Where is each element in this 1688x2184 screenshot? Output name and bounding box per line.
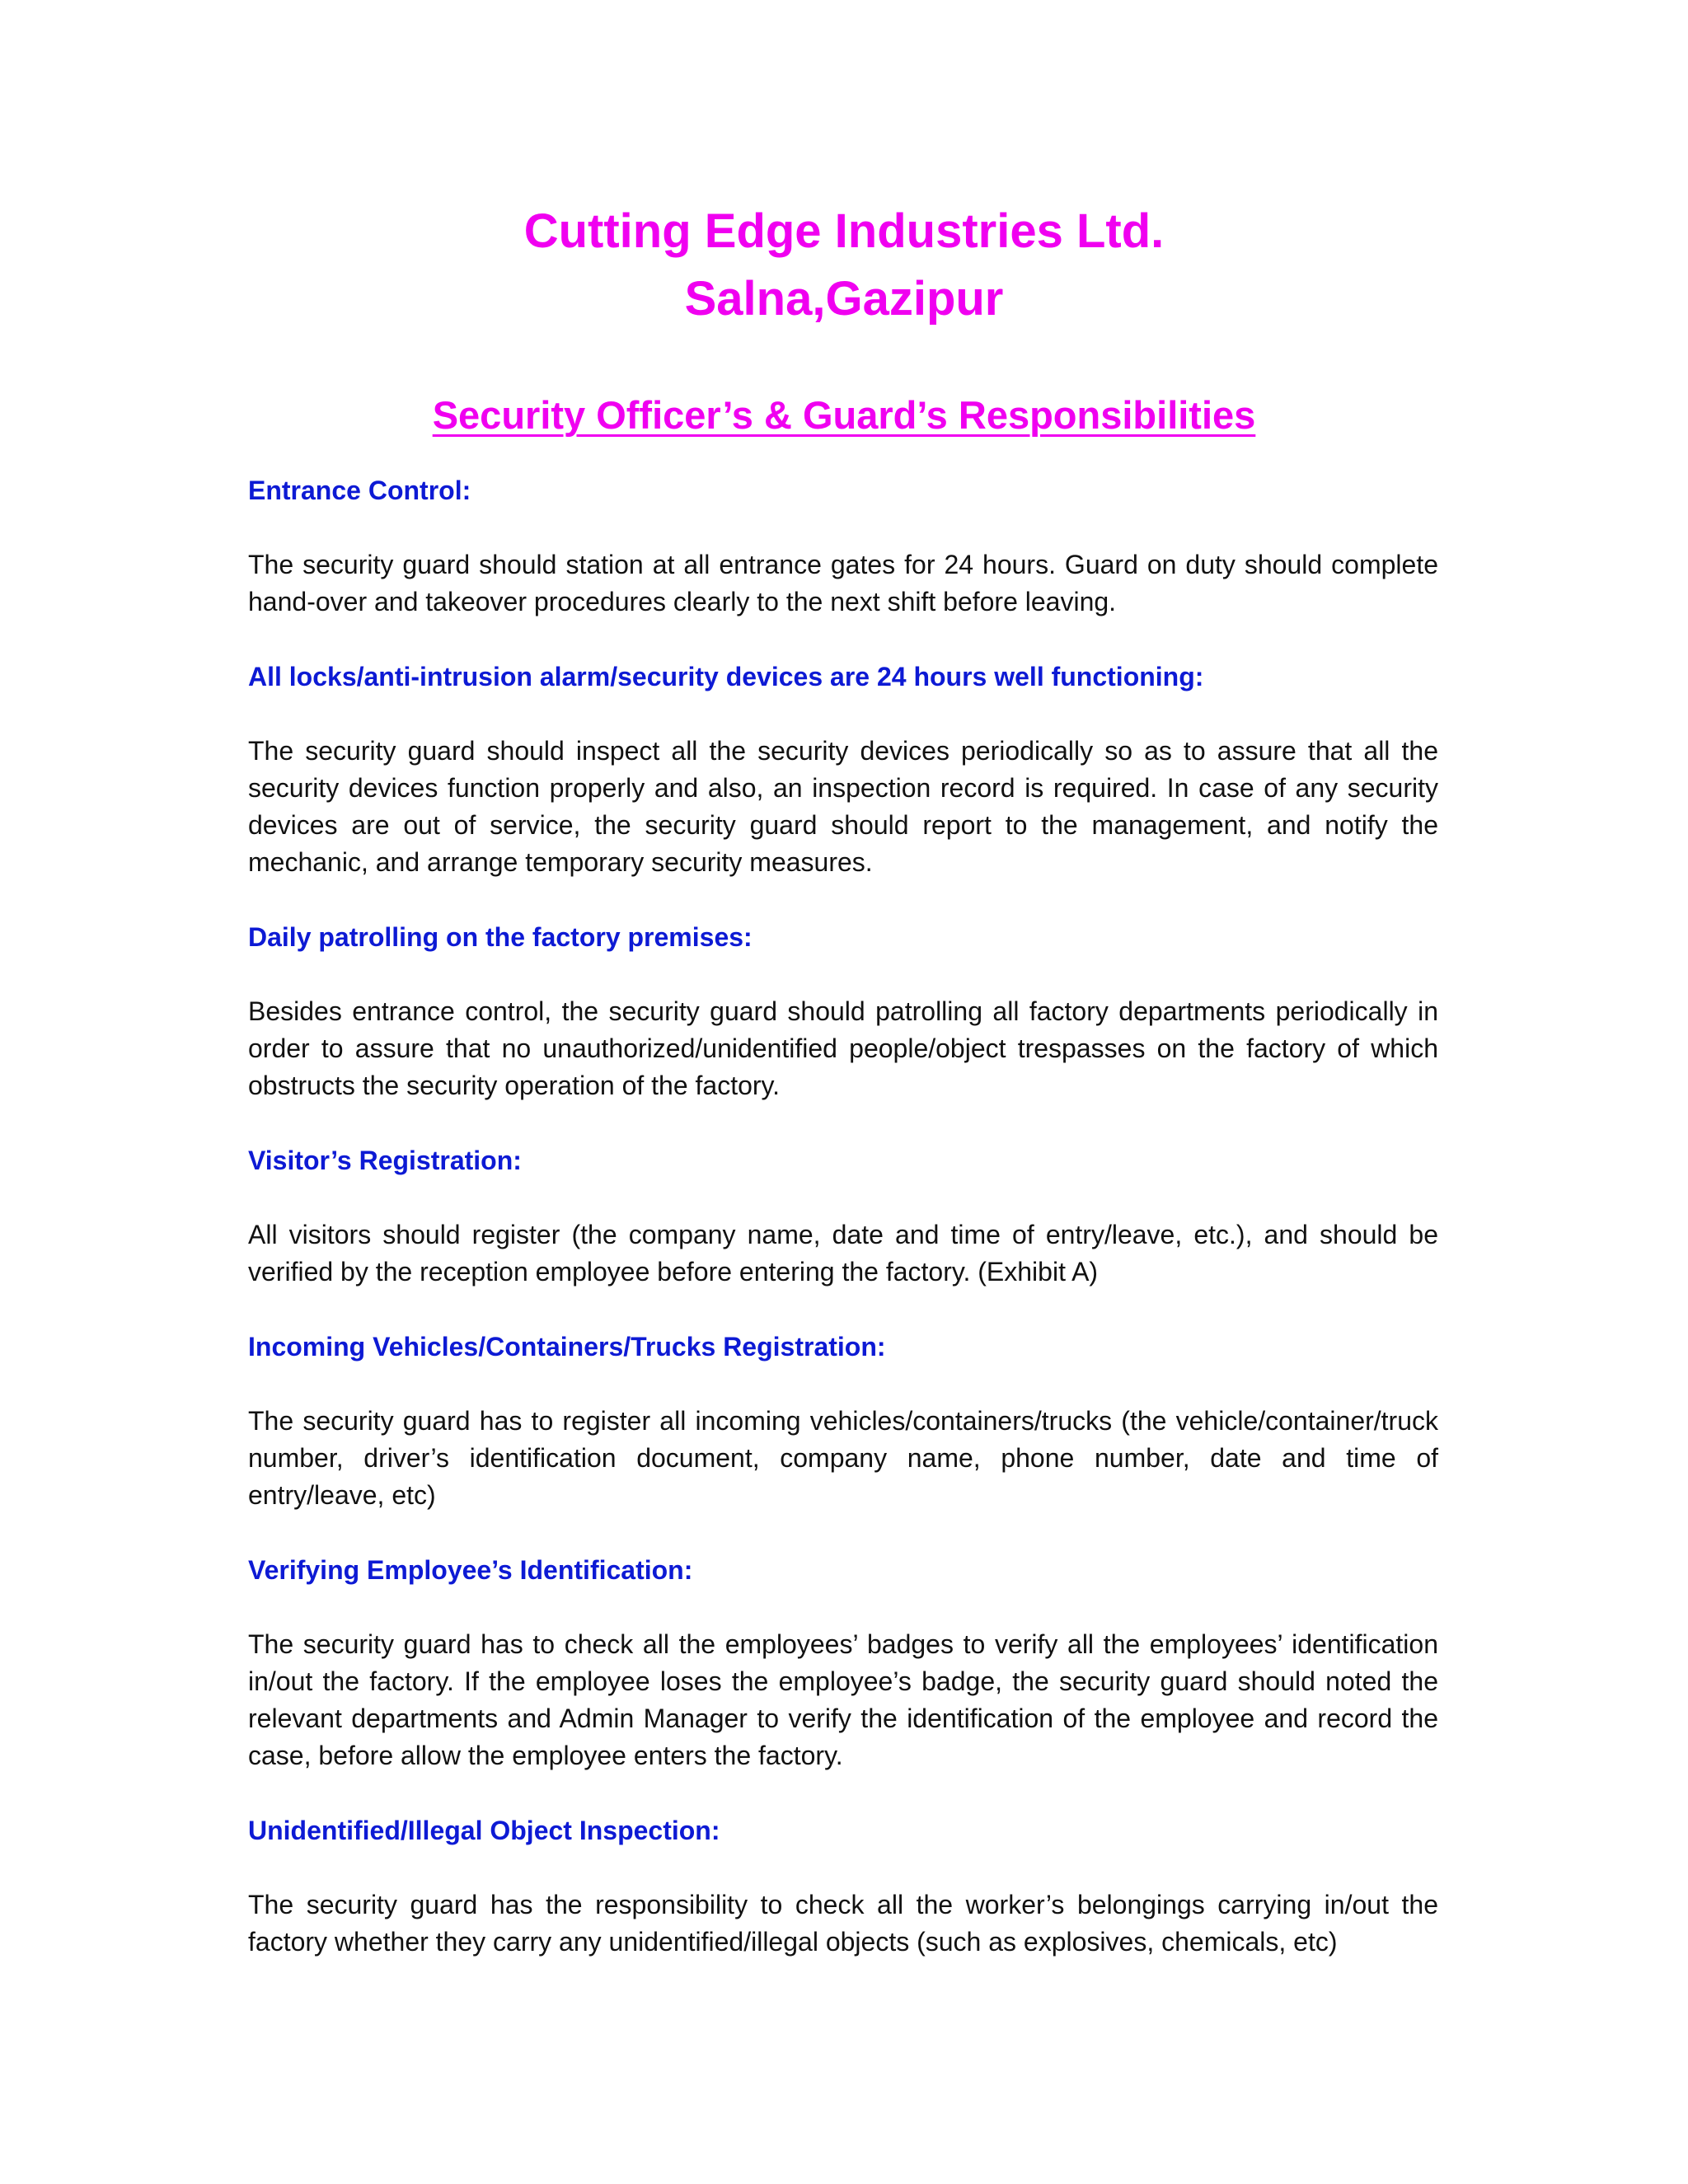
section-body: The security guard has to register all incoming vehicles/containers/trucks (the vehicle/container/truck number, driver’s identification document, company name, phone number, date and time of entry/leave, etc) — [248, 1406, 1438, 1510]
company-name: Cutting Edge Industries Ltd. — [523, 204, 1165, 258]
section-heading: Entrance Control: — [248, 476, 471, 505]
company-location: Salna,Gazipur — [684, 272, 1004, 326]
section-body: The security guard should inspect all the security devices periodically so as to assure that all the security devices function properly and also, an inspection record is required. In case of any security devices are out of service, the security guard should report to the management, and notify the mechanic, and arrange temporary security measures. — [248, 736, 1438, 877]
section-heading: Daily patrolling on the factory premises: — [248, 922, 753, 952]
document-title — [0, 387, 1688, 443]
section-heading: Visitor’s Registration: — [248, 1146, 522, 1175]
section-visitor-registration — [248, 1142, 1438, 1291]
section-object-inspection — [248, 1812, 1438, 1961]
letterhead — [0, 198, 1688, 333]
section-heading: Unidentified/Illegal Object Inspection: — [248, 1816, 720, 1845]
section-body: All visitors should register (the company name, date and time of entry/leave, etc.), and should be verified by the reception employee before entering the factory. (Exhibit A) — [248, 1220, 1438, 1286]
section-security-devices — [248, 658, 1438, 881]
section-body: The security guard should station at all entrance gates for 24 hours. Guard on duty should complete hand-over and takeover procedures clearly to the next shift before leaving. — [248, 550, 1438, 616]
section-heading: Verifying Employee’s Identification: — [248, 1555, 693, 1585]
section-entrance-control — [248, 472, 1438, 621]
section-heading: Incoming Vehicles/Containers/Trucks Registration: — [248, 1332, 886, 1361]
section-body: Besides entrance control, the security guard should patrolling all factory departments periodically in order to assure that no unauthorized/unidentified people/object trespasses on the factory of which obstructs the security operation of the factory. — [248, 996, 1438, 1100]
responsibilities-content — [248, 472, 1438, 1999]
section-vehicle-registration — [248, 1329, 1438, 1514]
section-daily-patrolling — [248, 919, 1438, 1104]
document-title-text: Security Officer’s & Guard’s Responsibilities — [432, 393, 1256, 437]
section-employee-identification — [248, 1552, 1438, 1774]
section-body: The security guard has the responsibility to check all the worker’s belongings carrying in/out the factory whether they carry any unidentified/illegal objects (such as explosives, chemicals, etc) — [248, 1890, 1438, 1957]
section-body: The security guard has to check all the employees’ badges to verify all the employees’ identification in/out the factory. If the employee loses the employee’s badge, the security guard should noted the relevant departments and Admin Manager to verify the identification of the employee and record the case, before allow the employee enters the factory. — [248, 1629, 1438, 1770]
section-heading: All locks/anti-intrusion alarm/security devices are 24 hours well functioning: — [248, 662, 1204, 691]
